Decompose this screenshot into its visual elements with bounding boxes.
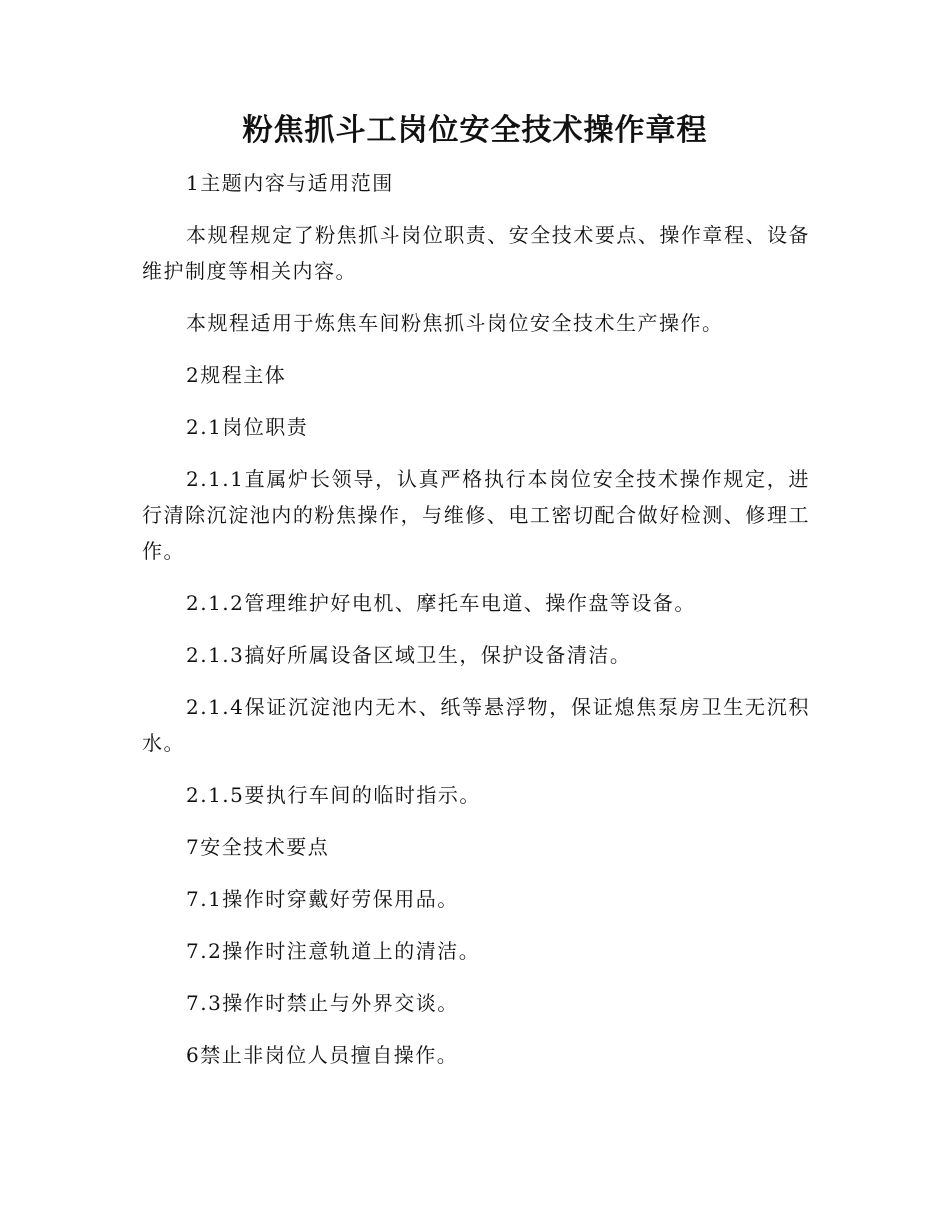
paragraph-item-2-1-1: 2.1.1直属炉长领导，认真严格执行本岗位安全技术操作规定，进行清除沉淀池内的粉焦操作，与维修、电工密切配合做好检测、修理工作。 (142, 467, 810, 563)
paragraph-scope-applicability: 本规程适用于炼焦车间粉焦抓斗岗位安全技术生产操作。 (186, 311, 724, 335)
paragraph-item-2-1-4: 2.1.4保证沉淀池内无木、纸等悬浮物，保证熄焦泵房卫生无沉积水。 (142, 695, 810, 755)
document-body (142, 165, 810, 1089)
paragraph-item-2-1-5: 2.1.5要执行车间的临时指示。 (186, 783, 481, 807)
paragraph-section-2-heading: 2规程主体 (186, 363, 287, 387)
paragraph-item-7-1: 7.1操作时穿戴好劳保用品。 (186, 887, 459, 911)
paragraph-item-7-2: 7.2操作时注意轨道上的清洁。 (186, 939, 481, 963)
paragraph-item-2-1-2: 2.1.2管理维护好电机、摩托车电道、操作盘等设备。 (186, 591, 696, 615)
paragraph-item-7-3: 7.3操作时禁止与外界交谈。 (186, 991, 459, 1015)
paragraph-section-1-heading: 1主题内容与适用范围 (186, 171, 394, 195)
document-title: 粉焦抓斗工岗位安全技术操作章程 (242, 113, 708, 148)
paragraph-item-2-1-3: 2.1.3搞好所属设备区域卫生，保护设备清洁。 (186, 643, 632, 667)
paragraph-section-7-heading: 7安全技术要点 (186, 835, 330, 859)
paragraph-scope-description: 本规程规定了粉焦抓斗岗位职责、安全技术要点、操作章程、设备维护制度等相关内容。 (142, 223, 810, 283)
paragraph-section-2-1-heading: 2.1岗位职责 (186, 415, 309, 439)
paragraph-item-6: 6禁止非岗位人员擅自操作。 (186, 1043, 459, 1067)
